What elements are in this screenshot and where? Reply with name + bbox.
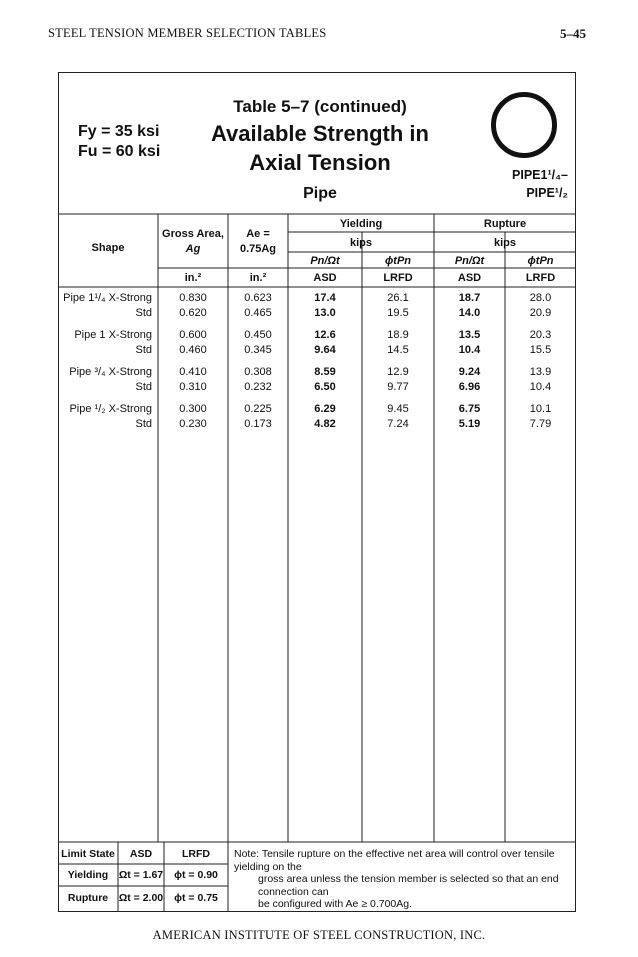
cell-gross-area: 0.600 xyxy=(179,329,207,341)
yielding-phi: ϕt = 0.90 xyxy=(174,869,218,881)
cell-gross-area: 0.830 xyxy=(179,292,207,304)
cell-rupture-lrfd: 15.5 xyxy=(529,344,552,356)
col-header-yield-lrfd-symbol: ϕtPn xyxy=(384,255,412,267)
rupture-units: kips xyxy=(493,237,516,249)
cell-ae: 0.173 xyxy=(244,418,272,430)
table-number: Table 5–7 (continued) xyxy=(233,97,407,116)
col-header-yield-asd: ASD xyxy=(313,272,337,284)
cell-gross-area: 0.410 xyxy=(179,366,207,378)
limit-state-rupture: Rupture xyxy=(67,892,109,904)
cell-gross-area: 0.230 xyxy=(179,418,207,430)
cell-rupture-asd: 13.5 xyxy=(458,329,481,341)
cell-yield-lrfd: 9.77 xyxy=(387,381,409,393)
running-head: STEEL TENSION MEMBER SELECTION TABLES xyxy=(48,26,327,40)
cell-rupture-asd: 6.75 xyxy=(458,403,481,415)
cell-yield-asd: 6.29 xyxy=(314,403,336,415)
col-header-shape: Shape xyxy=(91,242,125,254)
cell-gross-area: 0.310 xyxy=(179,381,207,393)
pipe-range-line-1: PIPE1¹/₄– xyxy=(512,168,568,182)
cell-yield-lrfd: 19.5 xyxy=(387,307,409,319)
cell-shape: Pipe ¹/₂ X-Strong xyxy=(69,403,152,415)
cell-ae: 0.308 xyxy=(244,366,272,378)
cell-rupture-asd: 5.19 xyxy=(458,418,481,430)
cell-rupture-lrfd: 20.9 xyxy=(529,307,552,319)
col-header-ae: Ae = xyxy=(246,228,270,240)
cell-rupture-asd: 6.96 xyxy=(458,381,481,393)
cell-yield-lrfd: 18.9 xyxy=(387,329,409,341)
unit-ae: in.² xyxy=(249,272,267,284)
table-subtitle: Pipe xyxy=(303,185,337,202)
col-header-rupture-lrfd-symbol: ϕtPn xyxy=(527,255,554,267)
cell-rupture-asd: 10.4 xyxy=(458,344,481,356)
cell-yield-asd: 6.50 xyxy=(314,381,336,393)
page-footer: AMERICAN INSTITUTE OF STEEL CONSTRUCTION, INC. xyxy=(152,928,486,942)
col-header-gross-area-symbol: Ag xyxy=(185,243,201,255)
note-line-1: Note: Tensile rupture on the effective net area will control over tensile yielding on the xyxy=(234,848,555,873)
cell-ae: 0.465 xyxy=(244,307,272,319)
cell-rupture-lrfd: 28.0 xyxy=(529,292,552,304)
tensile-strength: Fu = 60 ksi xyxy=(78,143,161,160)
pipe-range-line-2: PIPE¹/₂ xyxy=(526,186,568,200)
cell-rupture-lrfd: 13.9 xyxy=(529,366,552,378)
cell-yield-lrfd: 9.45 xyxy=(387,403,409,415)
limit-state-asd-header: ASD xyxy=(129,848,153,860)
col-header-ae-formula: 0.75Ag xyxy=(239,243,277,255)
cell-rupture-asd: 9.24 xyxy=(458,366,481,378)
cell-rupture-asd: 14.0 xyxy=(458,307,481,319)
cell-yield-asd: 12.6 xyxy=(314,329,336,341)
cell-gross-area: 0.620 xyxy=(179,307,207,319)
title-line-2: Axial Tension xyxy=(249,150,391,175)
col-header-yield-asd-symbol: Pn/Ωt xyxy=(310,255,340,267)
col-header-rupture-asd: ASD xyxy=(457,272,482,284)
cell-rupture-lrfd: 10.4 xyxy=(529,381,552,393)
cell-yield-asd: 4.82 xyxy=(314,418,336,430)
cell-shape: Std xyxy=(135,418,152,430)
cell-ae: 0.623 xyxy=(244,292,272,304)
limit-state-yielding: Yielding xyxy=(67,869,109,881)
cell-rupture-lrfd: 7.79 xyxy=(529,418,552,430)
cell-shape: Std xyxy=(135,307,152,319)
yielding-units: kips xyxy=(349,237,372,249)
limit-state-header: Limit State xyxy=(61,848,115,860)
cell-yield-asd: 9.64 xyxy=(314,344,336,356)
table-note xyxy=(234,848,572,911)
limit-state-lrfd-header: LRFD xyxy=(182,848,210,860)
group-header-yielding: Yielding xyxy=(339,218,383,230)
col-header-yield-lrfd: LRFD xyxy=(383,272,413,284)
cell-ae: 0.450 xyxy=(244,329,272,341)
rupture-omega: Ωt = 2.00 xyxy=(118,892,164,904)
note-line-3: be configured with Ae ≥ 0.700Ag. xyxy=(258,898,413,910)
cell-shape: Std xyxy=(135,381,152,393)
cell-yield-lrfd: 12.9 xyxy=(387,366,409,378)
unit-gross-area: in.² xyxy=(184,272,202,284)
cell-gross-area: 0.300 xyxy=(179,403,207,415)
cell-shape: Pipe ³/₄ X-Strong xyxy=(69,366,152,378)
cell-shape: Pipe 1¹/₄ X-Strong xyxy=(63,292,152,304)
cell-rupture-lrfd: 20.3 xyxy=(529,329,552,341)
cell-ae: 0.232 xyxy=(244,381,272,393)
cell-gross-area: 0.460 xyxy=(179,344,207,356)
cell-yield-asd: 8.59 xyxy=(314,366,336,378)
page-number: 5–45 xyxy=(560,26,586,41)
cell-shape: Pipe 1 X-Strong xyxy=(74,329,152,341)
col-header-rupture-lrfd: LRFD xyxy=(525,272,556,284)
cell-ae: 0.345 xyxy=(244,344,272,356)
cell-yield-lrfd: 7.24 xyxy=(387,418,409,430)
yield-strength: Fy = 35 ksi xyxy=(78,123,160,140)
title-line-1: Available Strength in xyxy=(210,121,429,146)
yielding-omega: Ωt = 1.67 xyxy=(118,869,164,881)
col-header-rupture-asd-symbol: Pn/Ωt xyxy=(454,255,485,267)
cell-shape: Std xyxy=(135,344,152,356)
note-line-2: gross area unless the tension member is selected so that an end connection can xyxy=(258,873,559,898)
group-header-rupture: Rupture xyxy=(483,218,527,230)
cell-rupture-lrfd: 10.1 xyxy=(529,403,552,415)
rupture-phi: ϕt = 0.75 xyxy=(174,892,218,904)
cell-yield-lrfd: 26.1 xyxy=(387,292,409,304)
col-header-gross-area: Gross Area, xyxy=(162,228,224,240)
cell-yield-asd: 13.0 xyxy=(314,307,336,319)
cell-yield-lrfd: 14.5 xyxy=(387,344,409,356)
cell-rupture-asd: 18.7 xyxy=(458,292,481,304)
cell-ae: 0.225 xyxy=(244,403,272,415)
cell-yield-asd: 17.4 xyxy=(314,292,336,304)
